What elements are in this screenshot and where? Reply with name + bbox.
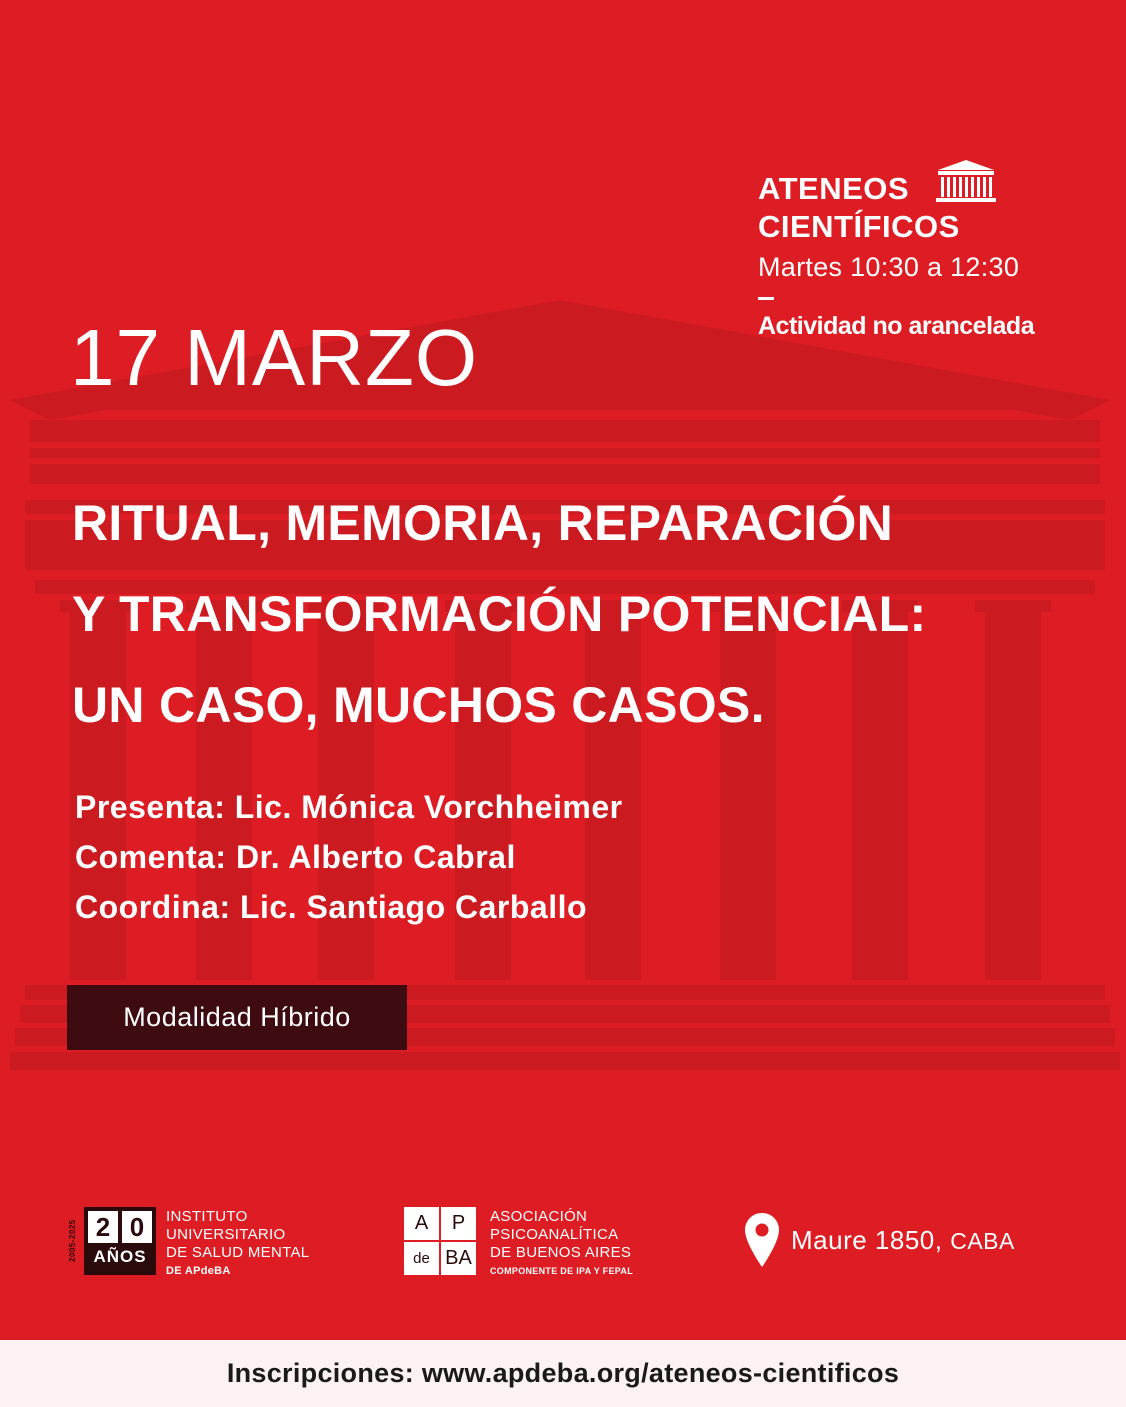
address-street: Maure 1850, <box>791 1224 943 1255</box>
apdeba-line: PSICOANALÍTICA <box>490 1226 619 1243</box>
fee-note: Actividad no arancelada <box>758 312 1035 340</box>
participants <box>75 782 623 932</box>
apdeba-cell: BA <box>441 1242 476 1275</box>
location-pin-icon <box>745 1213 779 1267</box>
iusm-line: DE SALUD MENTAL <box>166 1244 310 1261</box>
apdeba-cell: P <box>441 1207 476 1240</box>
iusm-line: INSTITUTO <box>166 1208 248 1225</box>
ateneos-title-line1: ATENEOS <box>758 171 910 206</box>
commenter: Comenta: Dr. Alberto Cabral <box>75 839 516 875</box>
event-title-line: RITUAL, MEMORIA, REPARACIÓN <box>72 495 894 551</box>
coordinator: Coordina: Lic. Santiago Carballo <box>75 889 588 925</box>
digit: 0 <box>122 1211 152 1243</box>
anos-label: AÑOS <box>93 1247 147 1266</box>
ateneos-block <box>758 170 1034 341</box>
apdeba-cell: A <box>404 1207 439 1240</box>
apdeba-grid <box>404 1207 476 1275</box>
event-title <box>72 478 926 751</box>
apdeba-line: ASOCIACIÓN <box>490 1208 588 1225</box>
event-title-line: Y TRANSFORMACIÓN POTENCIAL: <box>72 586 927 642</box>
years-label: 2005-2025 <box>68 1219 77 1263</box>
apdeba-line: DE BUENOS AIRES <box>490 1244 632 1261</box>
presenter: Presenta: Lic. Mónica Vorchheimer <box>75 789 623 825</box>
anniversary-badge <box>84 1207 156 1275</box>
address-text <box>791 1225 1015 1256</box>
iusm-line: UNIVERSITARIO <box>166 1226 286 1243</box>
ateneos-title-line2: CIENTÍFICOS <box>758 209 960 244</box>
iusm-name <box>166 1208 366 1280</box>
iusm-sub: DE APdeBA <box>166 1265 231 1277</box>
registration-footer <box>0 1340 1126 1407</box>
apdeba-name <box>490 1208 710 1280</box>
apdeba-sub: COMPONENTE DE IPA Y FEPAL <box>490 1266 634 1276</box>
event-date: 17 MARZO <box>70 313 479 402</box>
apdeba-cell: de <box>404 1242 439 1275</box>
separator-dash <box>758 297 774 300</box>
modality-badge: Modalidad Híbrido <box>67 985 407 1050</box>
address <box>745 1213 1015 1267</box>
event-title-line: UN CASO, MUCHOS CASOS. <box>72 677 765 733</box>
address-city: CABA <box>950 1227 1015 1254</box>
schedule-text: Martes 10:30 a 12:30 <box>758 252 1020 282</box>
registration-link[interactable]: Inscripciones: www.apdeba.org/ateneos-cientificos <box>226 1358 900 1388</box>
temple-icon <box>936 160 996 206</box>
digit: 2 <box>88 1211 118 1243</box>
